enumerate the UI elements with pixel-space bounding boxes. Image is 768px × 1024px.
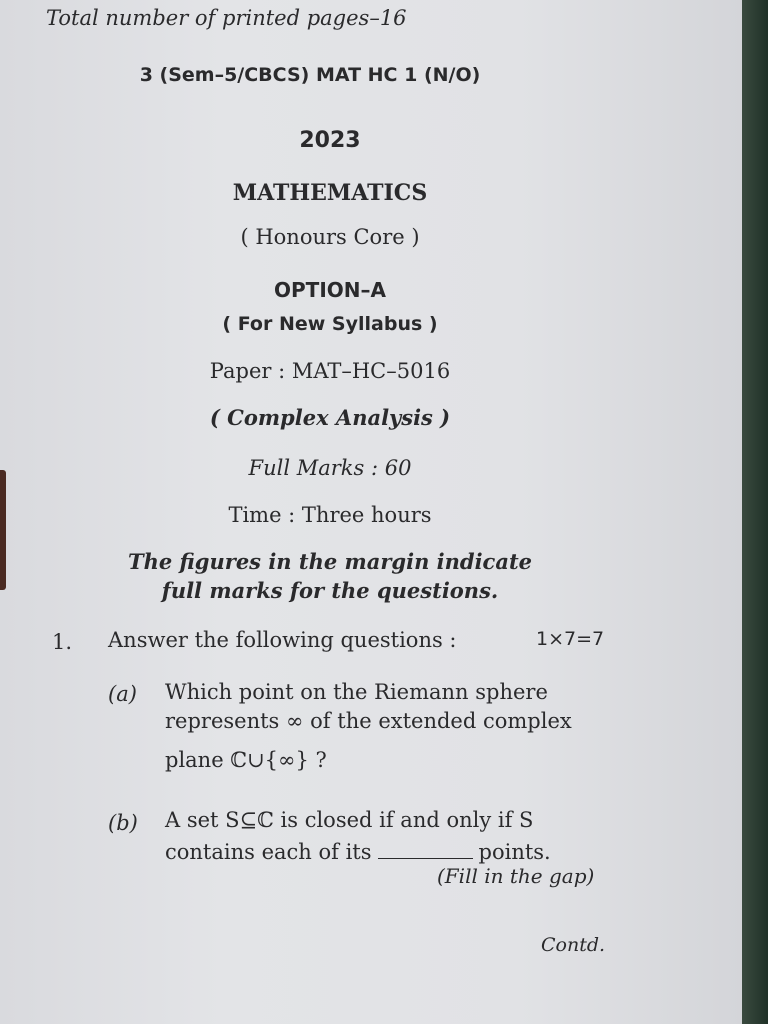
part-a-line-1: Which point on the Riemann sphere bbox=[165, 680, 548, 704]
contd-label: Contd. bbox=[541, 934, 606, 956]
fill-in-blank bbox=[378, 858, 473, 859]
part-a-line-3: plane ℂ∪{∞} ? bbox=[165, 748, 327, 772]
paper-number: Paper : MAT–HC–5016 bbox=[209, 359, 451, 383]
part-a-line-2: represents ∞ of the extended complex bbox=[165, 709, 572, 733]
instruction-line-2: full marks for the questions. bbox=[161, 578, 499, 603]
part-b-line-2-end: points. bbox=[478, 840, 551, 864]
part-b-line-2 bbox=[165, 840, 551, 864]
fill-gap-note: (Fill in the gap) bbox=[437, 864, 595, 888]
paper-title: ( Complex Analysis ) bbox=[209, 405, 451, 430]
question-marks: 1×7=7 bbox=[536, 628, 605, 650]
paper-code: 3 (Sem–5/CBCS) MAT HC 1 (N/O) bbox=[139, 64, 481, 86]
question-text: Answer the following questions : bbox=[108, 628, 457, 652]
part-a-label: (a) bbox=[108, 682, 137, 706]
time-allowed: Time : Three hours bbox=[228, 503, 432, 527]
full-marks: Full Marks : 60 bbox=[248, 456, 412, 480]
instruction-line-1: The figures in the margin indicate bbox=[127, 549, 533, 574]
background-edge bbox=[742, 0, 768, 1024]
syllabus-label: ( For New Syllabus ) bbox=[222, 313, 438, 335]
category: ( Honours Core ) bbox=[240, 225, 420, 249]
pages-note: Total number of printed pages–16 bbox=[46, 6, 407, 30]
part-b-line-1: A set S⊆ℂ is closed if and only if S bbox=[165, 808, 534, 832]
option-label: OPTION–A bbox=[274, 278, 386, 302]
part-b-line-2-start: contains each of its bbox=[165, 840, 372, 864]
exam-year: 2023 bbox=[299, 128, 361, 153]
part-b-label: (b) bbox=[108, 811, 138, 835]
question-number: 1. bbox=[52, 630, 73, 654]
subject-title: MATHEMATICS bbox=[232, 180, 428, 206]
